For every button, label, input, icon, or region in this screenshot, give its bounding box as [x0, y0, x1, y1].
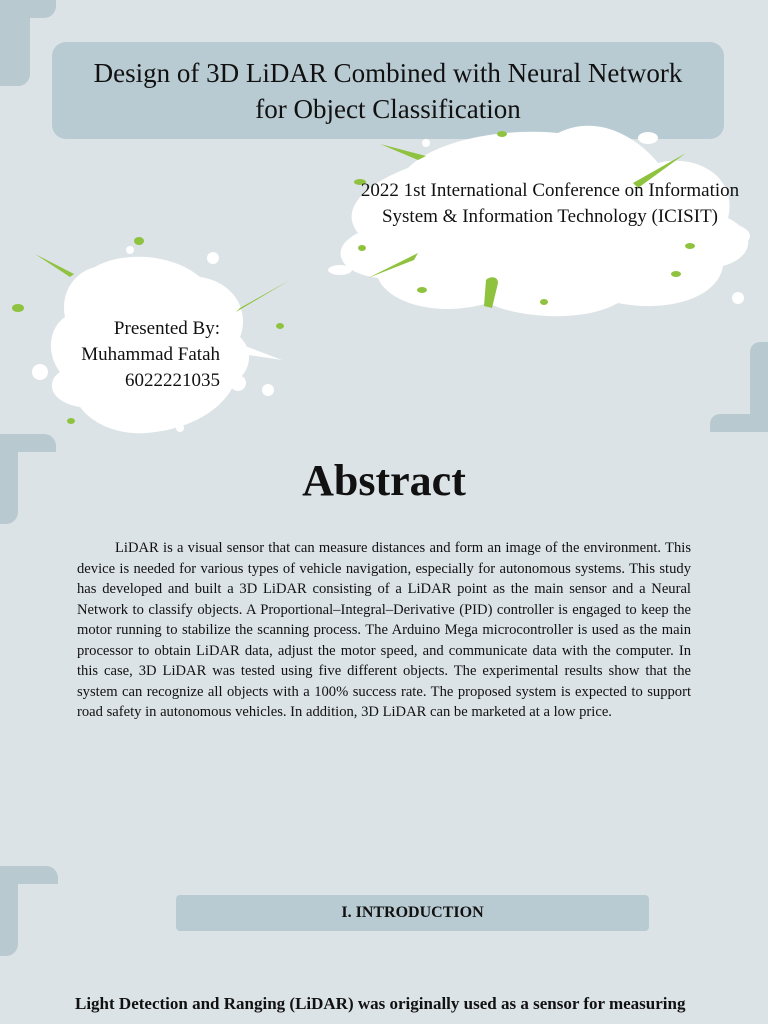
- abstract-body: LiDAR is a visual sensor that can measure distances and form an image of the environment. This device is needed for various types of vehicle navigation, especially for autonomous systems. This study has developed and built a 3D LiDAR consisting of a LiDAR point as the main sensor and a Neural Network to classify objects. A Proportional–Integral–Derivative (PID) controller is engaged to keep the motor running to stabilize the scanning process. The Arduino Mega microcontroller is used as the main processor to obtain LiDAR data, adjust the motor speed, and communicate data with the computer. In this case, 3D LiDAR was tested using five different objects. The experimental results show that the system can recognize all objects with a 100% success rate. The proposed system is expected to support road safety in autonomous vehicles. In addition, 3D LiDAR can be marketed at a low price.: [77, 540, 691, 720]
- introduction-heading-banner: [176, 895, 649, 931]
- presenter-name: Muhammad Fatah: [81, 344, 220, 365]
- corner-decoration-left-bottom-bar: [0, 866, 18, 956]
- conference-name: 2022 1st International Conference on Information System & Information Technology (ICISIT): [360, 180, 740, 227]
- presenter-label: Presented By:: [113, 318, 220, 339]
- corner-decoration-top-left-tab: [0, 0, 56, 18]
- introduction-text: Light Detection and Ranging (LiDAR) was originally used as a sensor for measuring: [75, 994, 686, 1013]
- presenter-block: [40, 316, 220, 394]
- abstract-heading: Abstract: [302, 456, 466, 505]
- corner-decoration-right-tab: [710, 414, 768, 432]
- introduction-heading: I. INTRODUCTION: [341, 904, 484, 921]
- paper-title: Design of 3D LiDAR Combined with Neural Network for Object Classification: [93, 57, 683, 124]
- presenter-id: 6022221035: [125, 370, 220, 391]
